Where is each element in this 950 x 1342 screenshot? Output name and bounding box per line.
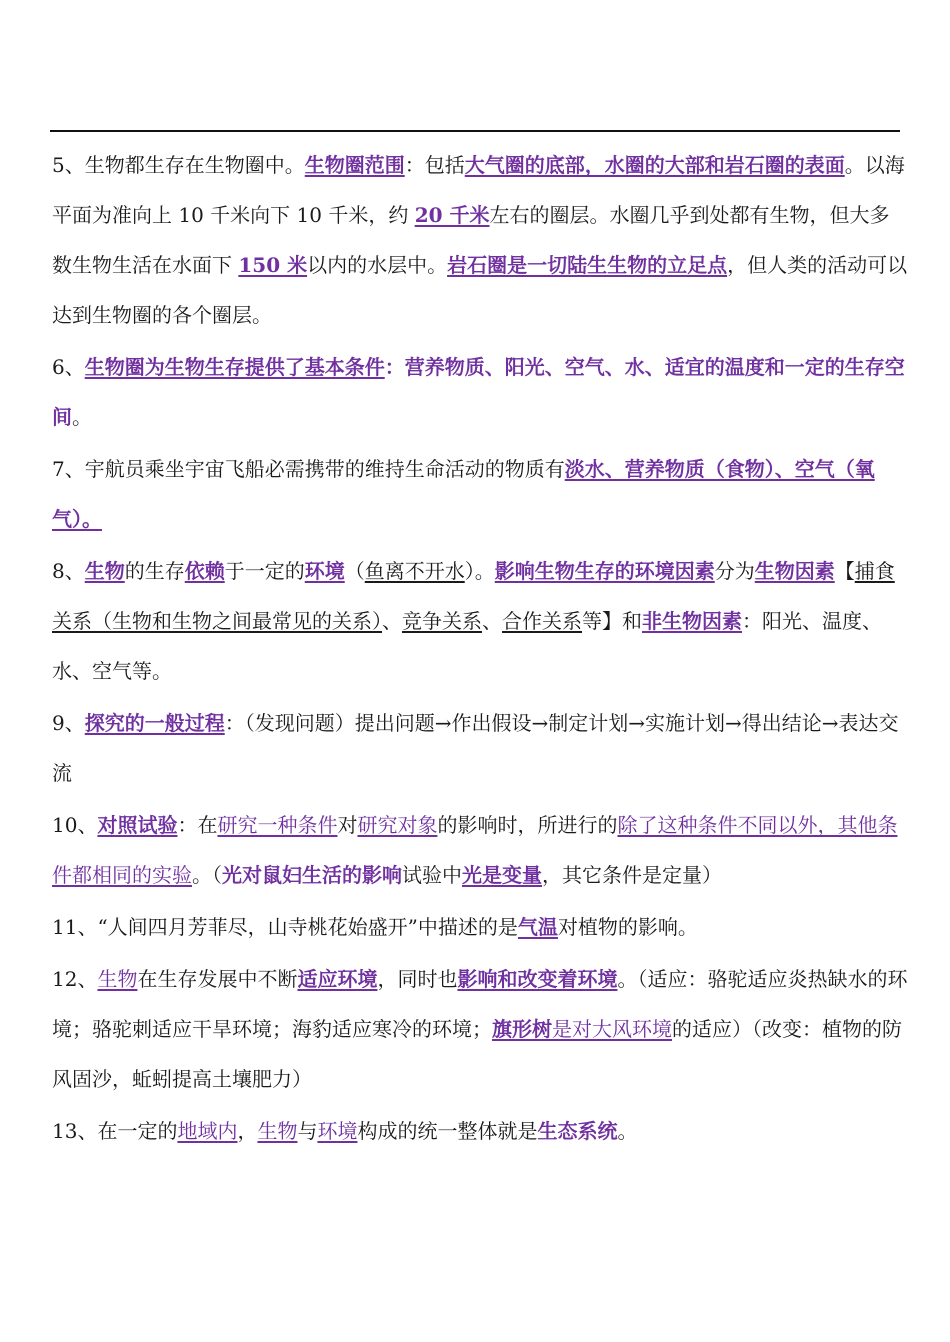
text-run: 竞争关系 <box>402 609 482 633</box>
text-run: 以内的水层中。 <box>307 253 448 277</box>
paragraph-p6 <box>52 342 908 442</box>
text-run: 左右的圈层。水圈几乎到处都有生物，但大多数生物生活在水面下 <box>52 203 890 277</box>
text-run: 分为 <box>714 559 755 583</box>
text-run: 11、“人间四月芳菲尽，山寺桃花始盛开”中描述的是 <box>52 915 518 939</box>
paragraph-p5 <box>52 140 908 340</box>
text-run: 。 <box>72 405 92 429</box>
highlighted-term: 探究的一般过程 <box>84 711 225 735</box>
text-run: 等】和 <box>582 609 642 633</box>
highlighted-term: 对照试验 <box>97 813 178 837</box>
text-run: 。以海平面为准向上 10 千米向下 10 千米，约 <box>52 153 905 227</box>
text-run: 。（适应：骆驼适应炎热缺水的环境；骆驼刺适应干旱环境；海豹适应寒冷的环境； <box>52 967 908 1041</box>
highlighted-term: 生物因素 <box>754 559 835 583</box>
text-run: 对 <box>337 813 358 837</box>
text-run: ，但人类的活动可以达到生物圈的各个圈层。 <box>52 253 908 327</box>
header-rule <box>50 130 900 132</box>
text-run: 的生存 <box>124 559 185 583</box>
paragraph-p7 <box>52 444 908 544</box>
text-run: ：（发现问题）提出问题→作出假设→制定计划→实施计划→得出结论→表达交流 <box>52 711 899 785</box>
text-run: 9、 <box>52 711 85 735</box>
text-run: ，同时也 <box>377 967 458 991</box>
highlighted-term: 大气圈的底部，水圈的大部和岩石圈的表面 <box>464 153 845 177</box>
text-run: ，其它条件是定量） <box>542 863 722 887</box>
highlighted-term: 生物圈为生物生存提供了基本条件 <box>84 355 385 379</box>
paragraph-p11 <box>52 902 908 952</box>
text-run: 7、宇航员乘坐宇宙飞船必需携带的维持生命活动的物质有 <box>52 457 565 481</box>
highlighted-term: 是对大风环境 <box>552 1017 672 1041</box>
paragraph-p13 <box>52 1106 908 1156</box>
text-run: 捕食关系（生物和生物之间最常见的关系） <box>52 559 895 633</box>
highlighted-term: 旗形树 <box>492 1017 552 1041</box>
highlighted-term: ：营养物质、阳光、空气、水、适宜的温度和一定的生存空间 <box>52 355 905 429</box>
highlighted-term: 淡水、营养物质（食物）、空气（氧气）。 <box>52 457 875 531</box>
highlighted-term: 光是变量 <box>462 863 542 887</box>
text-run: 在生存发展中不断 <box>137 967 298 991</box>
text-run: 鱼离不开水 <box>364 559 465 583</box>
text-run: 12、 <box>52 967 98 991</box>
text-run: ：包括 <box>404 153 465 177</box>
highlighted-term: 适应环境 <box>297 967 378 991</box>
text-run: 的适应）（改变：植物的防风固沙，蚯蚓提高土壤肥力） <box>52 1017 902 1091</box>
highlighted-term: 气温 <box>517 915 558 939</box>
highlighted-term: 岩石圈是一切陆生生物的立足点 <box>447 253 728 277</box>
text-run: ）。 <box>464 559 495 583</box>
text-run: 5、生物都生存在生物圈中。 <box>52 153 305 177</box>
highlighted-term: 除了这种条件不同以外，其他条件都相同的实验 <box>52 813 898 887</box>
text-run: 6、 <box>52 355 85 379</box>
highlighted-term: 影响生物生存的环境因素 <box>494 559 715 583</box>
text-run: ：在 <box>177 813 218 837</box>
paragraph-p9 <box>52 698 908 798</box>
highlighted-term: 生物 <box>97 967 138 991</box>
text-run: 试验中 <box>402 863 462 887</box>
highlighted-term: 生物 <box>257 1119 298 1143</box>
highlighted-term: 地域内 <box>177 1119 238 1143</box>
text-run: 、 <box>382 609 402 633</box>
highlighted-term: 研究对象 <box>357 813 438 837</box>
text-run: 【 <box>834 559 855 583</box>
text-run: 与 <box>297 1119 318 1143</box>
highlighted-term: 20 千米 <box>414 203 490 227</box>
highlighted-term: 生态系统 <box>537 1119 618 1143</box>
text-run: 、 <box>482 609 502 633</box>
document-body <box>52 140 908 1158</box>
text-run: 。（ <box>192 863 222 887</box>
text-run: 构成的统一整体就是 <box>357 1119 538 1143</box>
text-run: 。 <box>617 1119 638 1143</box>
text-run: （ <box>344 559 365 583</box>
text-run: 10、 <box>52 813 98 837</box>
highlighted-term: 影响和改变着环境 <box>457 967 618 991</box>
highlighted-term: 非生物因素 <box>642 609 742 633</box>
text-run: 合作关系 <box>502 609 582 633</box>
paragraph-p8 <box>52 546 908 696</box>
highlighted-term: 生物 <box>84 559 125 583</box>
text-run: ：阳光、温度、水、空气等。 <box>52 609 882 683</box>
paragraph-p12 <box>52 954 908 1104</box>
highlighted-term: 生物圈范围 <box>304 153 405 177</box>
text-run: 8、 <box>52 559 85 583</box>
highlighted-term: 环境 <box>304 559 345 583</box>
highlighted-term: 研究一种条件 <box>217 813 338 837</box>
highlighted-term: 150 米 <box>238 253 308 277</box>
highlighted-term: 光对鼠妇生活的影响 <box>222 863 402 887</box>
text-run: ， <box>237 1119 258 1143</box>
text-run: 于一定的 <box>224 559 305 583</box>
text-run: 的影响时，所进行的 <box>437 813 618 837</box>
paragraph-p10 <box>52 800 908 900</box>
highlighted-term: 环境 <box>317 1119 358 1143</box>
text-run: 13、在一定的 <box>52 1119 178 1143</box>
highlighted-term: 依赖 <box>184 559 225 583</box>
text-run: 对植物的影响。 <box>557 915 698 939</box>
